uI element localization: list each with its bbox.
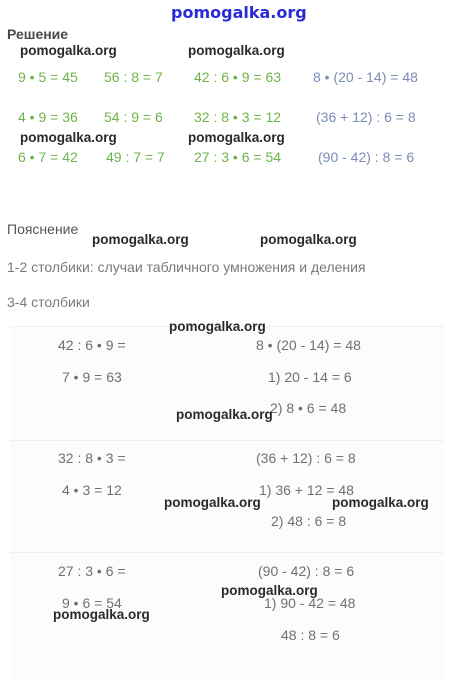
explanation-eq: 48 : 8 = 6 — [281, 627, 340, 643]
watermark: pomogalka.org — [221, 583, 318, 598]
solution-eq: 49 : 7 = 7 — [106, 149, 165, 165]
solution-eq: 9 • 5 = 45 — [18, 69, 78, 85]
explanation-heading: Пояснение — [7, 221, 79, 237]
solution-eq: 27 : 3 • 6 = 54 — [194, 149, 282, 165]
solution-eq: 42 : 6 • 9 = 63 — [194, 69, 282, 85]
explanation-eq: 8 • (20 - 14) = 48 — [256, 337, 361, 353]
solution-heading: Решение — [7, 26, 69, 42]
explanation-eq: 1) 90 - 42 = 48 — [264, 595, 356, 611]
watermark: pomogalka.org — [92, 232, 189, 247]
explanation-eq: 32 : 8 • 3 = — [58, 450, 126, 466]
solution-eq: 6 • 7 = 42 — [18, 149, 78, 165]
explanation-line-2: 3-4 столбики — [7, 294, 90, 310]
explanation-eq: 42 : 6 • 9 = — [58, 337, 126, 353]
watermark: pomogalka.org — [188, 43, 285, 58]
watermark: pomogalka.org — [169, 319, 266, 334]
watermark: pomogalka.org — [332, 495, 429, 510]
solution-eq: 4 • 9 = 36 — [18, 109, 78, 125]
explanation-eq: (90 - 42) : 8 = 6 — [258, 563, 355, 579]
explanation-line-1: 1-2 столбики: случаи табличного умножения и деления — [7, 259, 366, 275]
site-title[interactable]: pomogalka.org — [171, 3, 307, 22]
solution-eq: 32 : 8 • 3 = 12 — [194, 109, 282, 125]
solution-eq: 8 • (20 - 14) = 48 — [313, 69, 418, 85]
watermark: pomogalka.org — [20, 130, 117, 145]
watermark: pomogalka.org — [53, 607, 150, 622]
explanation-eq: 1) 20 - 14 = 6 — [268, 369, 352, 385]
watermark: pomogalka.org — [20, 43, 117, 58]
explanation-eq: 1) 36 + 12 = 48 — [259, 482, 354, 498]
explanation-eq: (36 + 12) : 6 = 8 — [256, 450, 356, 466]
solution-eq: 56 : 8 = 7 — [104, 69, 163, 85]
watermark: pomogalka.org — [164, 495, 261, 510]
explanation-eq: 7 • 9 = 63 — [62, 369, 122, 385]
watermark: pomogalka.org — [260, 232, 357, 247]
explanation-eq: 2) 48 : 6 = 8 — [271, 513, 347, 529]
explanation-eq: 2) 8 • 6 = 48 — [270, 400, 347, 416]
solution-eq: 54 : 9 = 6 — [104, 109, 163, 125]
watermark: pomogalka.org — [188, 130, 285, 145]
solution-eq: (90 - 42) : 8 = 6 — [318, 149, 415, 165]
solution-eq: (36 + 12) : 6 = 8 — [316, 109, 416, 125]
explanation-eq: 4 • 3 = 12 — [62, 482, 122, 498]
watermark: pomogalka.org — [176, 407, 273, 422]
explanation-eq: 9 • 6 = 54 — [62, 595, 122, 611]
explanation-eq: 27 : 3 • 6 = — [58, 563, 126, 579]
